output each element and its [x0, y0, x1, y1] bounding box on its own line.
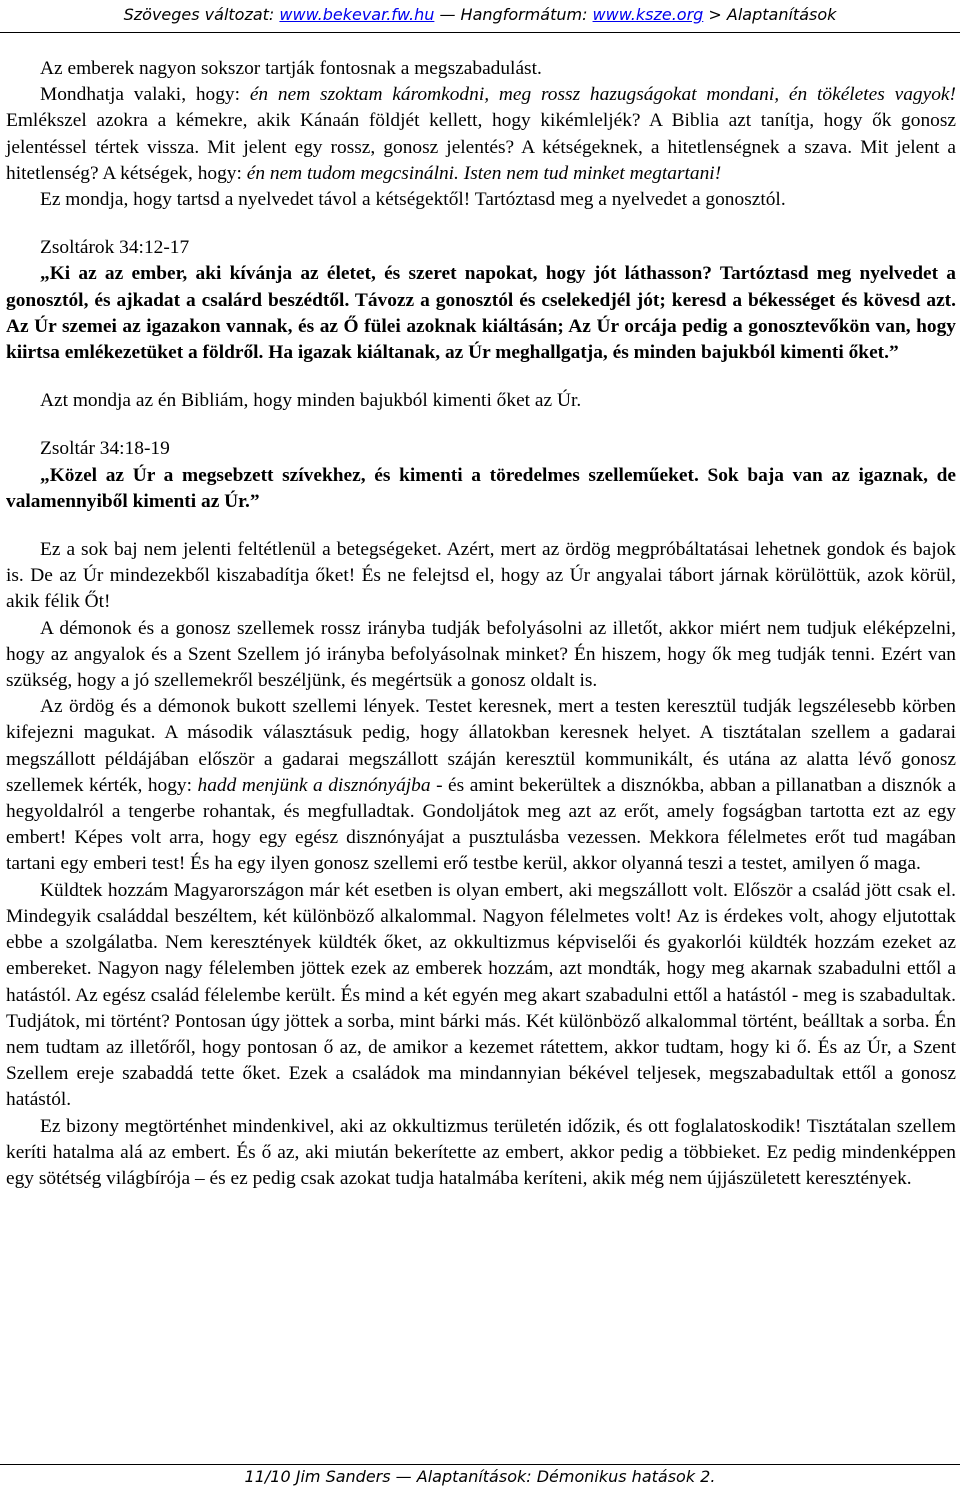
text-version-link[interactable]: www.bekevar.fw.hu — [279, 5, 435, 24]
header-text-label: Szöveges változat: — [123, 5, 280, 24]
scripture-verse-2: „Közel az Úr a megsebzett szívekhez, és kimenti a töredelmes szelleműeket. Sok baja van az igaznak, de valamennyiből kimenti az Úr.” — [6, 464, 956, 512]
page-footer: 11/10 Jim Sanders — Alaptanítások: Démonikus hatások 2. — [244, 1467, 716, 1486]
scripture-verse-1: „Ki az az ember, aki kívánja az életet, és szeret napokat, hogy jót láthasson? Tartóztasd meg nyelvedet a gonosztól, és ajkadat a csalárd beszédtől. Távozz a gonosztól és cselekedjél jót; keresd a békességet és kövesd azt. Az Úr szemei az igazakon vannak, és az Ő fülei azoknak kiáltásán; Az Úr orcája pedig a gonosztevőkön van, hogy kiirtsa emlékezetüket a földről. Ha igazak kiáltanak, az Úr meghallgatja, és minden bajukból kimenti őket.” — [6, 263, 956, 364]
paragraph-2-quote-1: én nem szoktam káromkodni, meg rossz hazugságokat mondani, én tökéletes vagyok! — [249, 84, 956, 106]
paragraph-7 — [6, 694, 956, 877]
paragraph-9: Ez bizony megtörténhet mindenkivel, aki az okkultizmus területén időzik, és ott foglalatoskodik! Tisztátalan szellem keríti hatalma alá az embert. És ő az, aki miután bekerítette az embert, akkor pedig a többieket. Ez pedig mindenképpen egy sötétség világbírója – és ez pedig csak azokat tudja hatalmába keríteni, akik még nem újjászületett keresztények. — [6, 1115, 956, 1189]
paragraph-4: Azt mondja az én Bibliám, hogy minden bajukból kimenti őket az Úr. — [40, 390, 582, 412]
footer-divider — [0, 1464, 960, 1465]
audio-version-link[interactable]: www.ksze.org — [592, 5, 704, 24]
paragraph-2-intro: Mondhatja valaki, hogy: — [40, 84, 250, 106]
scripture-reference-1: Zsoltárok 34:12-17 — [40, 237, 190, 259]
paragraph-7-end: - és amint bekerültek a disznókba, abban a pillanatban a disznók a hegyoldalról a tengerbe rohantak, és megfulladtak. Gondoljátok meg azt az erőt, amely fogságban tartotta ezt az egy embert! Képes volt arra, hogy egy egész disznónyájat a pusztulásba vezessen. Mekkora félelmetes erőt tud magában tartani egy emberi test! És ha egy ilyen gonosz szellemi erő testbe kerül, akkor olyanná teszi a testet, amilyen ő maga. — [6, 774, 956, 875]
paragraph-8: Küldtek hozzám Magyarországon már két esetben is olyan embert, aki megszállott volt. Először a család jött csak el. Mindegyik családdal beszéltem, két különböző alkalommal. Nagyon félelmetes volt! Az is érdekes volt, ahogy eljutottak ebbe a szolgálatba. Nem keresztények küldték őket, az okkultizmus képviselői és gyakorlói küldték hozzám ezeket az embereket. Nagyon nagy félelemben jöttek ezek az emberek hozzám, azt mondták, hogy meg akarnak szabadulni ettől a hatástól. Az egész család félelembe került. És mind a két egyén meg akart szabadulni ettől a hatástól - meg is szabadultak. Tudjátok, mi történt? Pontosan úgy jöttek a sorba, mint bárki más. Két különböző alkalommal történt, beálltak a sorba. Én nem tudtam az illetőről, hogy pontosan ő az, de amikor a kezemet rátettem, akkor tudtam, hogy ki ő. És az Úr, a Szent Szellem ereje szabaddá tette őket. Ezek a családok ma mindannyian békével teljesek, megszabadultak ettől a gonosz hatástól. — [6, 879, 956, 1111]
header-divider — [0, 32, 960, 33]
paragraph-6: A démonok és a gonosz szellemek rossz irányba tudják befolyásolni az illetőt, akkor miért nem tudjuk eléképzelni, hogy az angyalok és a Szent Szellem jó irányba befolyásolnak minket? Én hiszem, hogy ők meg tudják tenni. Ezért van szükség, hogy a jó szellemekről beszéljünk, és megértsük a gonosz oldalt is. — [6, 617, 956, 692]
scripture-reference-2: Zsoltár 34:18-19 — [40, 438, 170, 460]
paragraph-1: Az emberek nagyon sokszor tartják fontosnak a megszabadulást. — [40, 58, 542, 79]
paragraph-2-body: Emlékszel azokra a kémekre, akik Kánaán földjét kellett, hogy kikémleljék? A Biblia azt tanítja, hogy ők gonosz jelentéssel tértek vissza. Mit jelent egy rossz, gonosz jelentés? A kétségeknek, a hitetlenségnek a szava. Mit jelent a hitetlenség? A kétségek, hogy: — [6, 110, 956, 184]
header-separator: — — [434, 5, 461, 24]
header-suffix: > Alaptanítások — [703, 5, 837, 24]
page-header — [0, 0, 960, 34]
paragraph-7-quote: hadd menjünk a disznónyájba — [197, 774, 431, 796]
paragraph-3: Ez mondja, hogy tartsd a nyelvedet távol a kétségektől! Tartóztasd meg a nyelvedet a gonosztól. — [40, 189, 786, 211]
paragraph-2 — [6, 82, 956, 187]
paragraph-7-start: Az ördög és a démonok bukott szellemi lények. Testet keresnek, mert a testen keresztül tudják legszélesebb körben kifejezni magukat. A második választásuk pedig, hogy állatokban keresnek helyet. A tisztátalan szellem a gadarai megszállott példájában először a gadarai megszállott száján keresztül kommunikált, és utána az alatta lévő gonosz szellemek kérték, hogy: — [6, 696, 956, 796]
document-body — [6, 56, 956, 1192]
paragraph-2-quote-2: én nem tudom megcsinálni. Isten nem tud minket megtartani! — [246, 162, 722, 184]
paragraph-5: Ez a sok baj nem jelenti feltétlenül a betegségeket. Azért, mert az ördög megpróbáltatásai lehetnek gondok és bajok is. De az Úr mindezekből kiszabadítja őket! És ne felejtsd el, hogy az Úr angyalai tábort járnak körülöttük, azok körül, akik félik Őt! — [6, 539, 956, 613]
header-audio-label: Hangformátum: — [460, 5, 593, 24]
